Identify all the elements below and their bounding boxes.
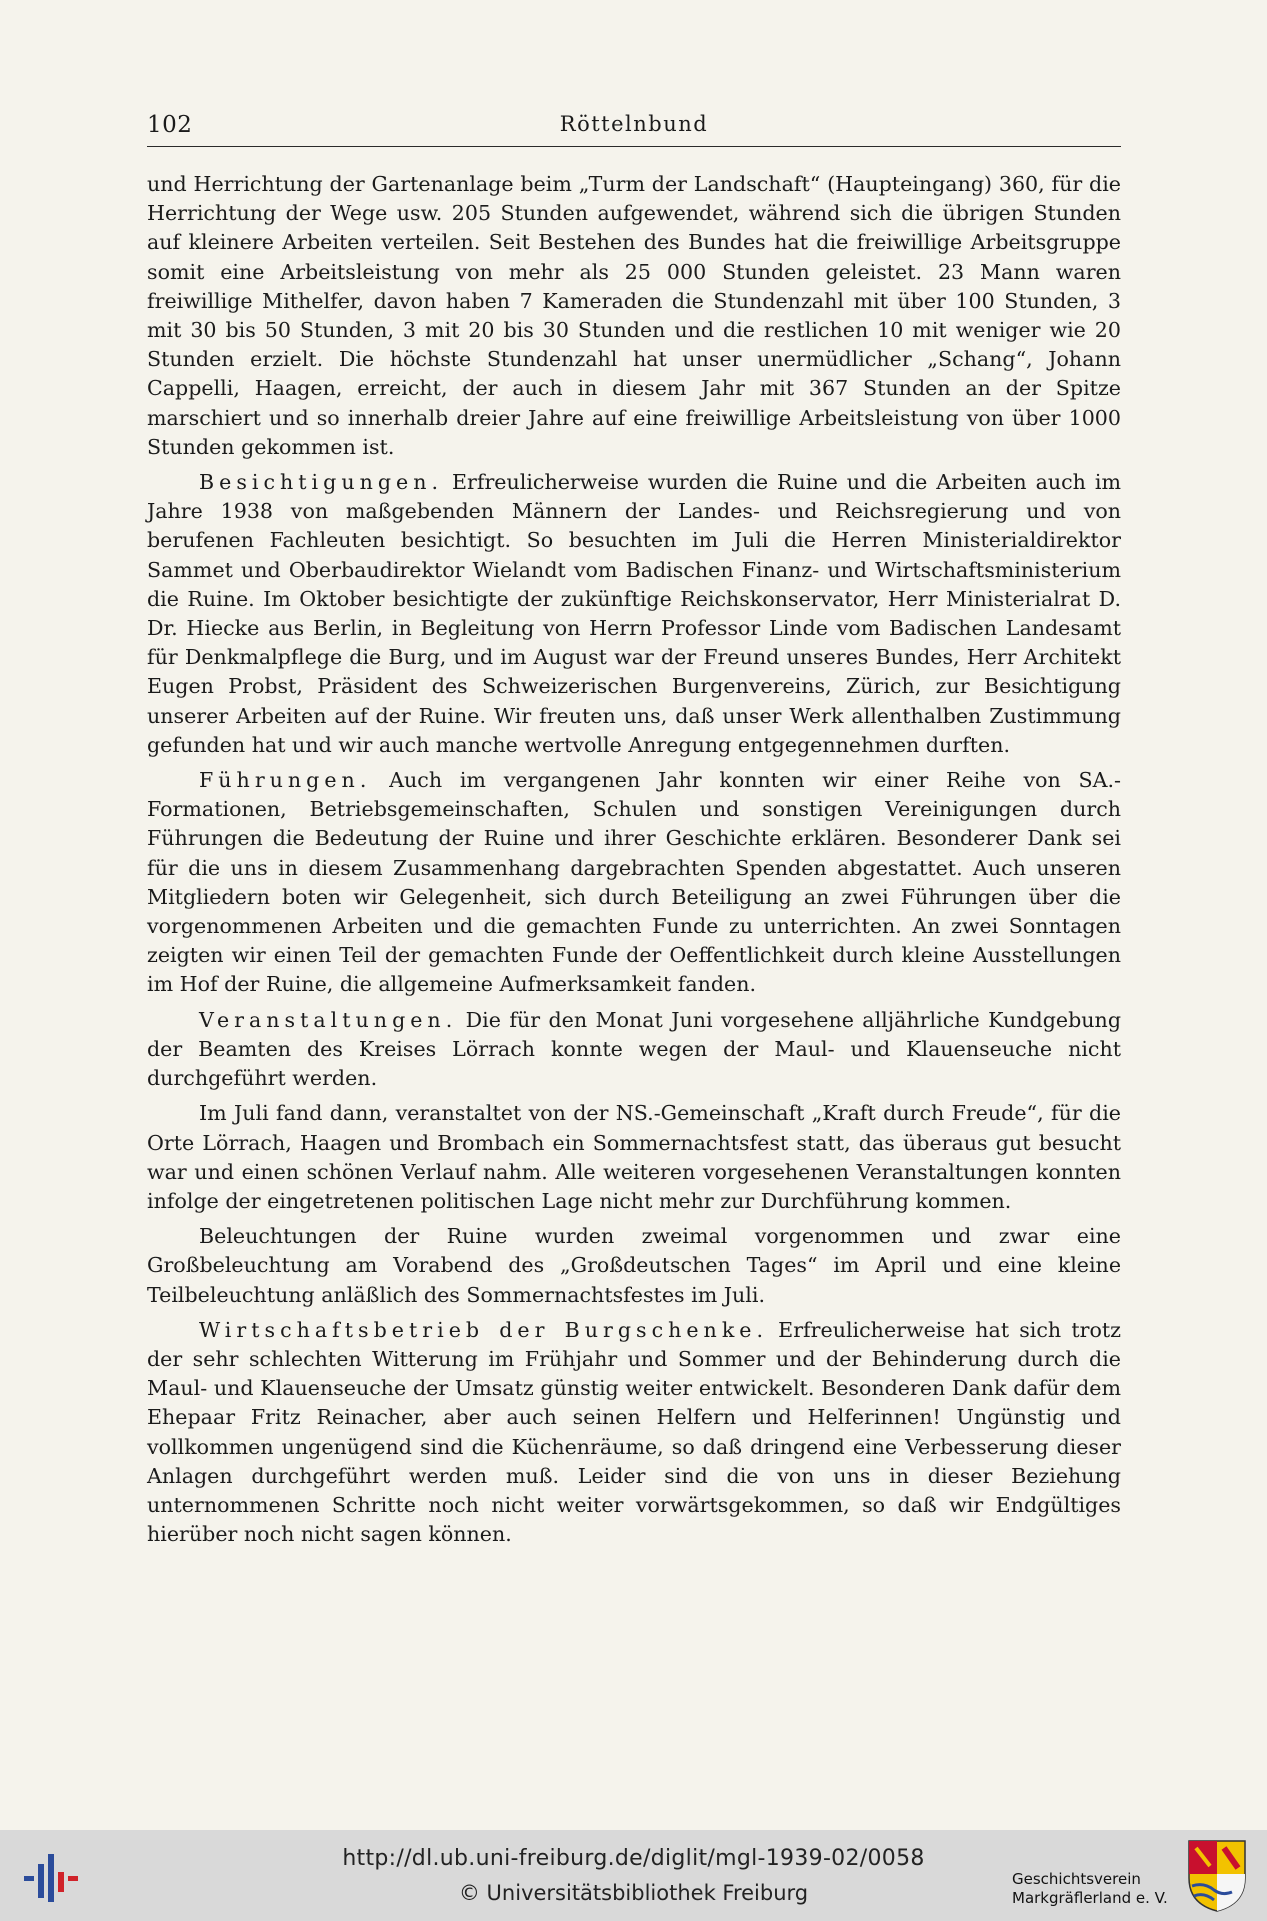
paragraph-text: Im Juli fand dann, veranstaltet von der NS.-Gemeinschaft „Kraft durch Freude“, für die Orte Lörrach, Haagen und Brombach ein Sommernachtsfest statt, das überaus gut besucht war und einen schönen Verlauf nahm. Alle weiteren vorgesehenen Veranstaltungen konnten infolge der eingetretenen politischen Lage nicht mehr zur Durchführung kommen. [147, 1101, 1121, 1213]
footer-copyright: © Universitätsbibliothek Freiburg [458, 1881, 809, 1905]
paragraph-sommernachtsfest [147, 1099, 1121, 1216]
paragraph-beleuchtungen [147, 1222, 1121, 1310]
running-title: Röttelnbund [559, 112, 709, 136]
coat-of-arms-icon [1186, 1838, 1248, 1914]
society-line-2: Markgräflerland e. V. [1012, 1889, 1168, 1907]
paragraph-text: Erfreulicherweise hat sich trotz der sehr schlechten Witterung im Frühjahr und Sommer und der Behinderung durch die Maul- und Klauenseuche der Umsatz günstig weiter entwickelt. Besonderen Dank dafür dem Ehepaar Fritz Reinacher, aber auch seinen Helfern und Helferinnen! Ungünstig und vollkommen ungenügend sind die Küchenräume, so daß dringend eine Verbesserung dieser Anlagen durchgeführt werden muß. Leider sind die von uns in dieser Beziehung unternommenen Schritte noch nicht weiter vorwärtsgekommen, so daß wir Endgültiges hierüber noch nicht sagen können. [147, 1317, 1121, 1547]
paragraph-text: Erfreulicherweise wurden die Ruine und die Arbeiten auch im Jahre 1938 von maßgebenden Männern der Landes- und Reichsregierung und von berufenen Fachleuten besichtigt. So besuchten im Juli die Herren Ministerialdirektor Sammet und Oberbaudirektor Wielandt vom Badischen Finanz- und Wirtschaftsministerium die Ruine. Im Oktober besichtigte der zukünftige Reichskonservator, Herr Ministerialrat D. Dr. Hiecke aus Berlin, in Begleitung von Herrn Professor Linde vom Badischen Landesamt für Denkmalpflege die Burg, und im August war der Freund unseres Bundes, Herr Architekt Eugen Probst, Präsident des Schweizerischen Burgenvereins, Zürich, zur Besichtigung unserer Arbeiten auf der Ruine. Wir freuten uns, daß unser Werk allenthalben Zustimmung gefunden hat und wir auch manche wertvolle Anregung entgegennehmen durften. [147, 470, 1121, 757]
paragraph-text: Die für den Monat Juni vorgesehene alljährliche Kundgebung der Beamten des Kreises Lörrach konnte wegen der Maul- und Klauenseuche nicht durchgeführt werden. [147, 1007, 1121, 1091]
page-number: 102 [147, 112, 193, 138]
body-text [147, 170, 1121, 1555]
section-lead: Führungen. [199, 768, 372, 793]
society-name [1012, 1870, 1182, 1908]
paragraph-text: Auch im vergangenen Jahr konnten wir einer Reihe von SA.-Formationen, Betriebsgemeinschaften, Schulen und sonstigen Vereinigungen durch Führungen die Bedeutung der Ruine und ihrer Geschichte erklären. Besonderer Dank sei für die uns in diesem Zusammenhang dargebrachten Spenden abgestattet. Auch unseren Mitgliedern boten wir Gelegenheit, sich durch Beteiligung an zwei Führungen über die vorgenommenen Arbeiten und die gemachten Funde zu unterrichten. An zwei Sonntagen zeigten wir einen Teil der gemachten Funde der Oeffentlichkeit durch kleine Ausstellungen im Hof der Ruine, die allgemeine Aufmerksamkeit fanden. [147, 768, 1121, 997]
section-lead: Besichtigungen. [199, 470, 444, 495]
paragraph-text: Beleuchtungen der Ruine wurden zweimal vorgenommen und zwar eine Großbeleuchtung am Vorabend des „Großdeutschen Tages“ im April und eine kleine Teilbeleuchtung anläßlich des Sommernachtsfestes im Juli. [147, 1224, 1121, 1307]
paragraph-burgschenke [147, 1316, 1121, 1550]
paragraph-veranstaltungen [147, 1006, 1121, 1094]
footer-url-link[interactable]: http://dl.ub.uni-freiburg.de/diglit/mgl-1939-02/0058 [342, 1846, 925, 1871]
paragraph-text: und Herrichtung der Gartenanlage beim „Turm der Landschaft“ (Haupteingang) 360, für die Herrichtung der Wege usw. 205 Stunden aufgewendet, während sich die übrigen Stunden auf kleinere Arbeiten verteilen. Seit Bestehen des Bundes hat die freiwillige Arbeitsgruppe somit eine Arbeitsleistung von mehr als 25 000 Stunden geleistet. 23 Mann waren freiwillige Mithelfer, davon haben 7 Kameraden die Stundenzahl mit über 100 Stunden, 3 mit 30 bis 50 Stunden, 3 mit 20 bis 30 Stunden und die restlichen 10 mit weniger wie 20 Stunden erzielt. Die höchste Stundenzahl hat unser unermüdlicher „Schang“, Johann Cappelli, Haagen, erreicht, der auch in diesem Jahr mit 367 Stunden an der Spitze marschiert und so innerhalb dreier Jahre auf eine freiwillige Arbeitsleistung von über 1000 Stunden gekommen ist. [147, 172, 1121, 459]
section-lead: Wirtschaftsbetrieb der Burgschenke. [199, 1317, 769, 1342]
footer-bar [0, 1830, 1267, 1921]
page-header [147, 112, 1121, 147]
paragraph-work-hours [147, 170, 1121, 462]
paragraph-fuehrungen [147, 766, 1121, 1000]
section-lead: Veranstaltungen. [199, 1007, 458, 1032]
society-line-1: Geschichtsverein [1012, 1870, 1141, 1888]
paragraph-besichtigungen [147, 468, 1121, 760]
